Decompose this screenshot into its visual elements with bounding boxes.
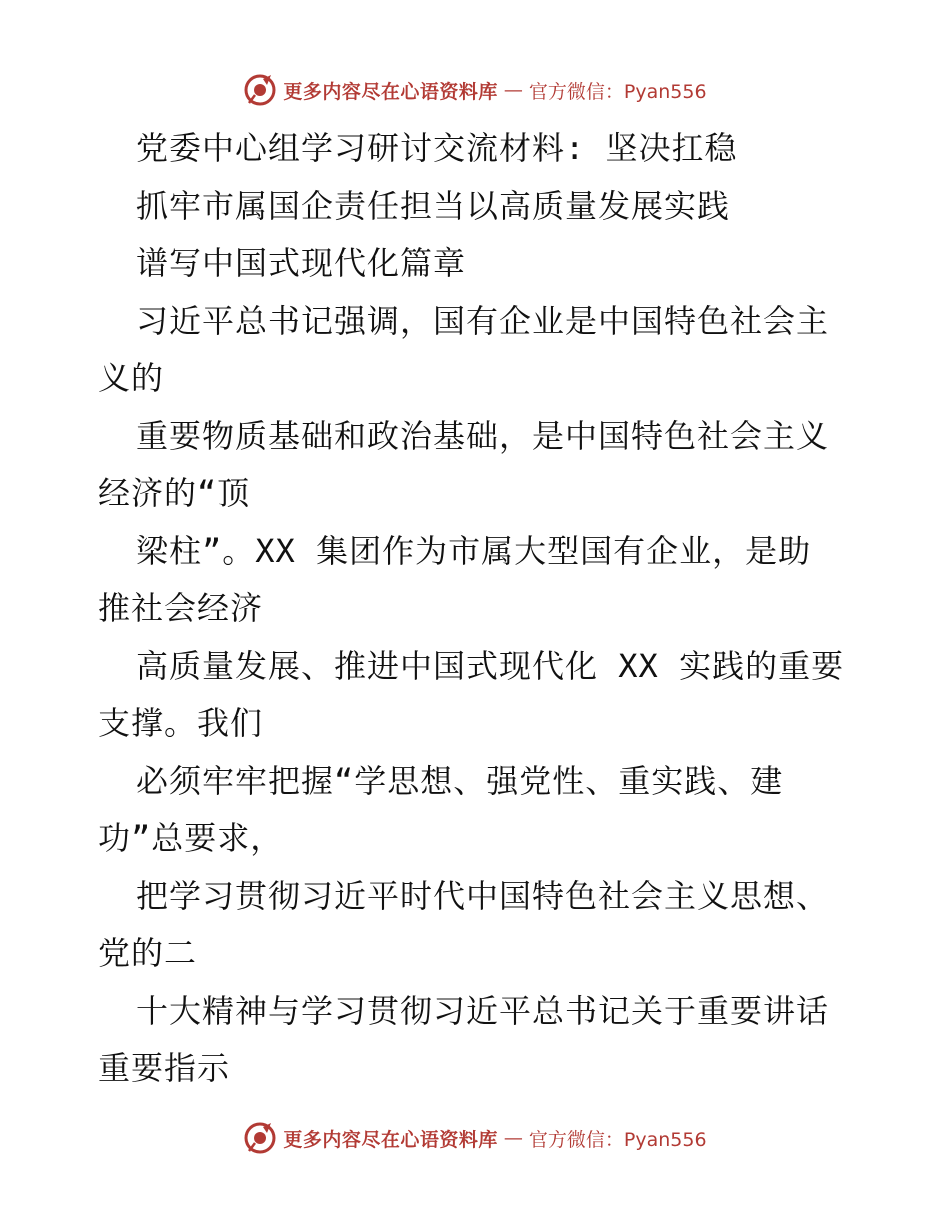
footer-banner-text: 更多内容尽在心语资料库 (283, 1128, 498, 1151)
footer-banner-separator: — (503, 1127, 523, 1149)
document-line: 把学习贯彻习近平时代中国特色社会主义思想、 (136, 876, 830, 915)
document-line: 支撑。我们 (98, 704, 264, 742)
document-line: 重要指示 (98, 1049, 231, 1087)
document-line: 抓牢市属国企责任担当以高质量发展实践 (136, 186, 731, 225)
document-line: 必须牢牢把握“学思想、强党性、重实践、建 (136, 761, 784, 800)
document-line: 党的二 (98, 934, 198, 972)
document-line: 党委中心组学习研讨交流材料: 坚决扛稳 (136, 129, 738, 167)
footer-banner (0, 1118, 950, 1158)
document-line: 十大精神与学习贯彻习近平总书记关于重要讲话 (136, 991, 830, 1030)
document-line: 义的 (98, 359, 165, 397)
brand-logo-icon (243, 1121, 277, 1155)
document-line: 推社会经济 (98, 589, 264, 627)
document-line: 经济的“顶 (98, 474, 251, 512)
document-line: 重要物质基础和政治基础，是中国特色社会主义 (136, 416, 830, 455)
header-banner-text: 更多内容尽在心语资料库 (283, 80, 498, 103)
footer-banner-contact: 官方微信：Pyan556 (528, 1128, 707, 1151)
header-banner-contact: 官方微信：Pyan556 (528, 80, 707, 103)
document-line: 高质量发展、推进中国式现代化 XX 实践的重要 (136, 646, 845, 685)
header-banner-separator: — (503, 79, 523, 101)
document-line: 梁柱”。XX 集团作为市属大型国有企业，是助 (136, 531, 812, 570)
document-line: 功”总要求， (98, 819, 284, 857)
document-line: 谱写中国式现代化篇章 (136, 244, 467, 282)
header-banner (0, 70, 950, 110)
brand-logo-icon (243, 73, 277, 107)
document-line: 习近平总书记强调，国有企业是中国特色社会主 (136, 301, 830, 340)
document-body (98, 120, 858, 1098)
